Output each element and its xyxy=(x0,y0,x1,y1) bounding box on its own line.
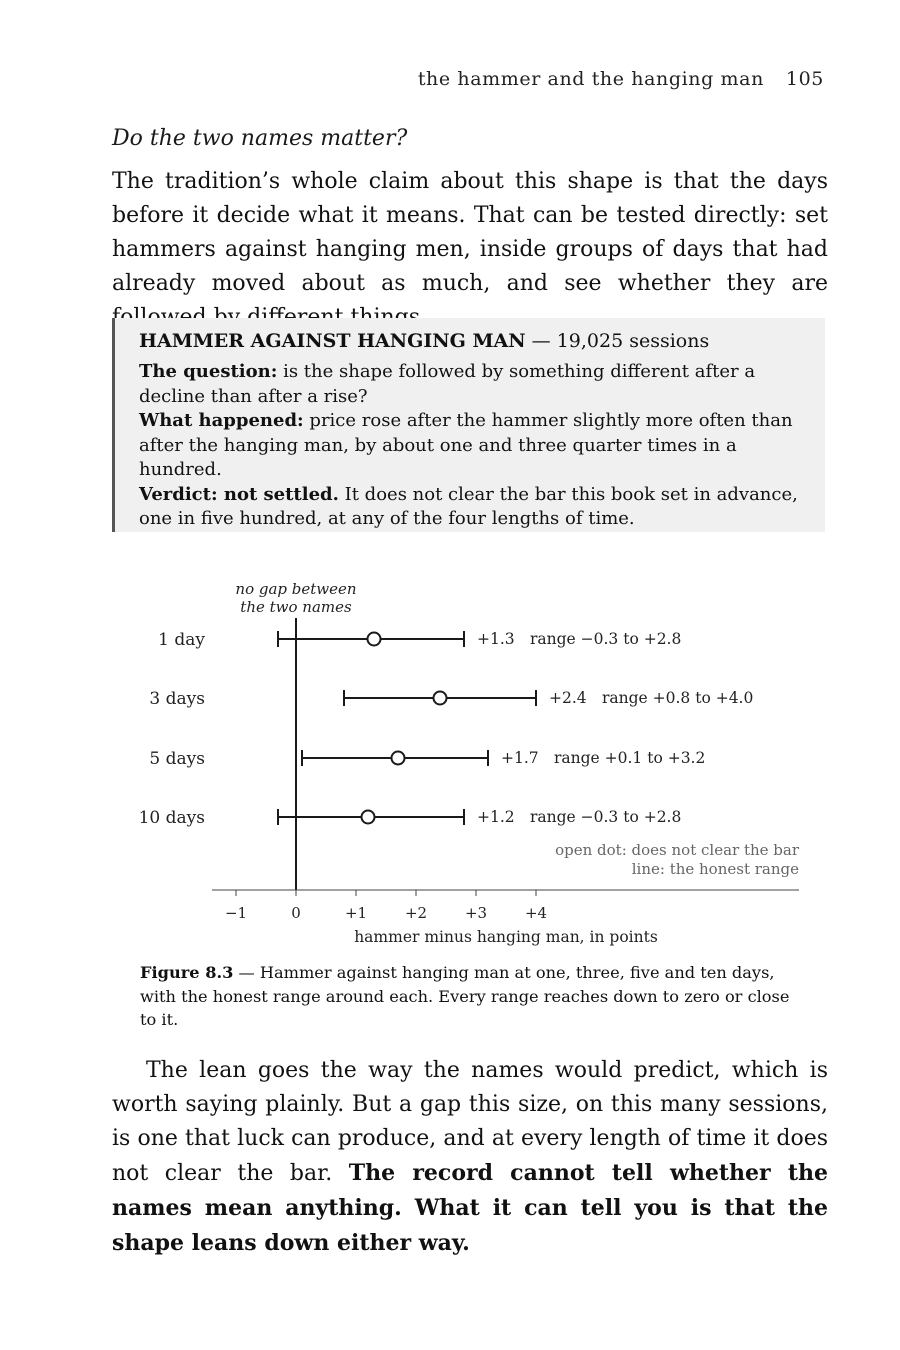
estimate-dot xyxy=(368,633,381,646)
figure-caption xyxy=(140,961,790,1032)
verdict-text: It does not clear the bar this book set in advance, one in five hundred, at any of the four lengths of time. xyxy=(139,483,798,529)
question-text: is the shape followed by something different after a decline than after a rise? xyxy=(139,361,756,407)
running-head xyxy=(418,68,824,90)
callout-title xyxy=(139,330,803,352)
x-tick-label: +4 xyxy=(524,904,548,922)
zero-line-label: the two names xyxy=(240,598,352,616)
row-label: 1 day xyxy=(158,630,205,650)
legend-entry: open dot: does not clear the bar xyxy=(555,841,799,859)
caption-label: Figure 8.3 xyxy=(140,963,234,982)
x-tick-label: +3 xyxy=(464,904,488,922)
page-number: 105 xyxy=(785,68,824,90)
section-heading: Do the two names matter? xyxy=(112,126,408,151)
x-axis-title: hammer minus hanging man, in points xyxy=(354,928,658,946)
closing-bold: The record cannot tell whether the names mean anything. What it can tell you is that the shape leans down either way. xyxy=(112,1160,828,1256)
x-tick-label: +1 xyxy=(344,904,368,922)
findings-callout xyxy=(112,318,825,532)
estimate-label: +1.7 xyxy=(501,749,539,767)
callout-title-rest: — 19,025 sessions xyxy=(525,330,710,352)
running-head-title: the hammer and the hanging man xyxy=(417,68,764,90)
estimate-label: +1.3 xyxy=(477,630,515,648)
range-label: range +0.8 to +4.0 xyxy=(602,689,754,707)
callout-verdict xyxy=(139,483,803,532)
verdict-label: Verdict: not settled. xyxy=(139,483,339,505)
callout-happened xyxy=(139,409,803,483)
row-label: 5 days xyxy=(149,749,205,769)
happened-label: What happened: xyxy=(139,410,304,431)
callout-question xyxy=(139,360,803,409)
forest-plot xyxy=(0,560,900,950)
estimate-label: +2.4 xyxy=(549,689,587,707)
x-tick-label: 0 xyxy=(291,904,301,922)
legend-entry: line: the honest range xyxy=(631,860,799,878)
row-label: 3 days xyxy=(149,689,205,709)
closing-text: The lean goes the way the names would predict, which is worth saying plainly. But a gap this size, on this many sessions, is one that luck can produce, and at every length of time it does not clear the bar. xyxy=(112,1058,828,1186)
callout-title-bold: HAMMER AGAINST HANGING MAN xyxy=(139,330,526,352)
x-tick-label: +2 xyxy=(404,904,428,922)
caption-text: — Hammer against hanging man at one, three, five and ten days, with the honest range around each. Every range reaches down to zero or close to it. xyxy=(140,963,790,1029)
happened-text: price rose after the hammer slightly more often than after the hanging man, by about one and three quarter times in a hundred. xyxy=(139,410,793,480)
closing-paragraph xyxy=(112,1054,828,1261)
x-tick-label: −1 xyxy=(224,904,248,922)
range-label: range +0.1 to +3.2 xyxy=(554,749,706,767)
estimate-dot xyxy=(434,692,447,705)
estimate-dot xyxy=(392,752,405,765)
range-label: range −0.3 to +2.8 xyxy=(530,630,682,648)
question-label: The question: xyxy=(139,361,278,382)
row-label: 10 days xyxy=(138,808,205,828)
estimate-label: +1.2 xyxy=(477,808,515,826)
zero-line-label: no gap between xyxy=(235,580,357,598)
range-label: range −0.3 to +2.8 xyxy=(530,808,682,826)
estimate-dot xyxy=(362,811,375,824)
intro-paragraph: The tradition’s whole claim about this shape is that the days before it decide what it means. That can be tested directly: set hammers against hanging men, inside groups of days that had already moved about as much, and see whether they are xyxy=(112,169,828,296)
